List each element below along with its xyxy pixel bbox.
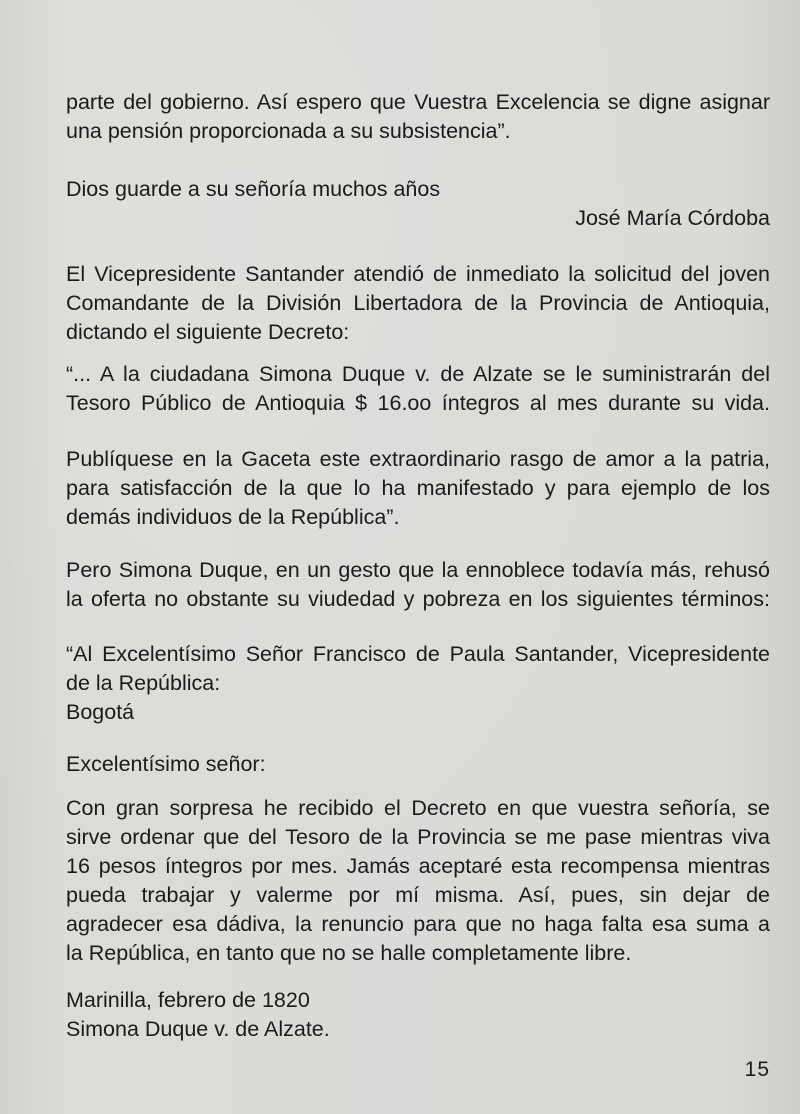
place-date: Marinilla, febrero de 1820	[66, 988, 310, 1012]
decree-publication	[66, 445, 770, 532]
text-line: “Al Excelentísimo Señor Francisco de Paula Santander, Vicepresidente	[66, 642, 770, 666]
text-line: dictando el siguiente Decreto:	[66, 320, 350, 344]
text-line: 16 pesos íntegros por mes. Jamás aceptaré esta recompensa mientras	[66, 854, 770, 878]
signature-name: José María Córdoba	[575, 206, 770, 230]
closing-line: Dios guarde a su señoría muchos años	[66, 177, 441, 201]
text-line: agradecer esa dádiva, la renuncio para que no haga falta esa suma a	[66, 912, 770, 936]
text-line: Con gran sorpresa he recibido el Decreto en que vuestra señoría, se	[66, 796, 770, 820]
decree-quote	[66, 360, 770, 418]
text-line: Tesoro Público de Antioquia $ 16.oo íntegros al mes durante su vida.	[66, 391, 770, 415]
text-line: Bogotá	[66, 700, 135, 724]
paragraph-continuation	[66, 88, 770, 146]
salutation-line: Excelentísimo señor:	[66, 752, 266, 776]
text-line: de la República:	[66, 671, 221, 695]
text-line: para satisfacción de la que lo ha manifestado y para ejemplo de los	[66, 476, 770, 500]
page-number: 15	[744, 1058, 770, 1081]
paragraph-santander	[66, 260, 770, 347]
text-line: Pero Simona Duque, en un gesto que la ennoblece todavía más, rehusó	[66, 558, 770, 582]
text-line: la República, en tanto que no se halle completamente libre.	[66, 941, 632, 965]
text-line: parte del gobierno. Así espero que Vuestra Excelencia se digne asignar	[66, 90, 770, 114]
text-line: Comandante de la División Libertadora de la Provincia de Antioquia,	[66, 291, 770, 315]
text-line: pueda trabajar y valerme por mí misma. Así, pues, sin dejar de	[66, 883, 770, 907]
letter-signature	[66, 986, 770, 1044]
signer-name: Simona Duque v. de Alzate.	[66, 1017, 330, 1041]
text-line: sirve ordenar que del Tesoro de la Provincia se me pase mientras viva	[66, 825, 770, 849]
text-line: Publíquese en la Gaceta este extraordinario rasgo de amor a la patria,	[66, 447, 770, 471]
letter-body	[66, 794, 770, 968]
signature-cordoba	[66, 204, 770, 233]
closing-formula	[66, 175, 770, 204]
text-line: “... A la ciudadana Simona Duque v. de Alzate se le suministrarán del	[66, 362, 770, 386]
text-line: El Vicepresidente Santander atendió de inmediato la solicitud del joven	[66, 262, 770, 286]
letter-salutation	[66, 750, 770, 779]
text-line: la oferta no obstante su viudedad y pobreza en los siguientes términos:	[66, 587, 770, 611]
text-line: demás individuos de la República”.	[66, 505, 400, 529]
letter-address	[66, 640, 770, 727]
paragraph-refusal	[66, 556, 770, 614]
text-line: una pensión proporcionada a su subsistencia”.	[66, 119, 511, 143]
